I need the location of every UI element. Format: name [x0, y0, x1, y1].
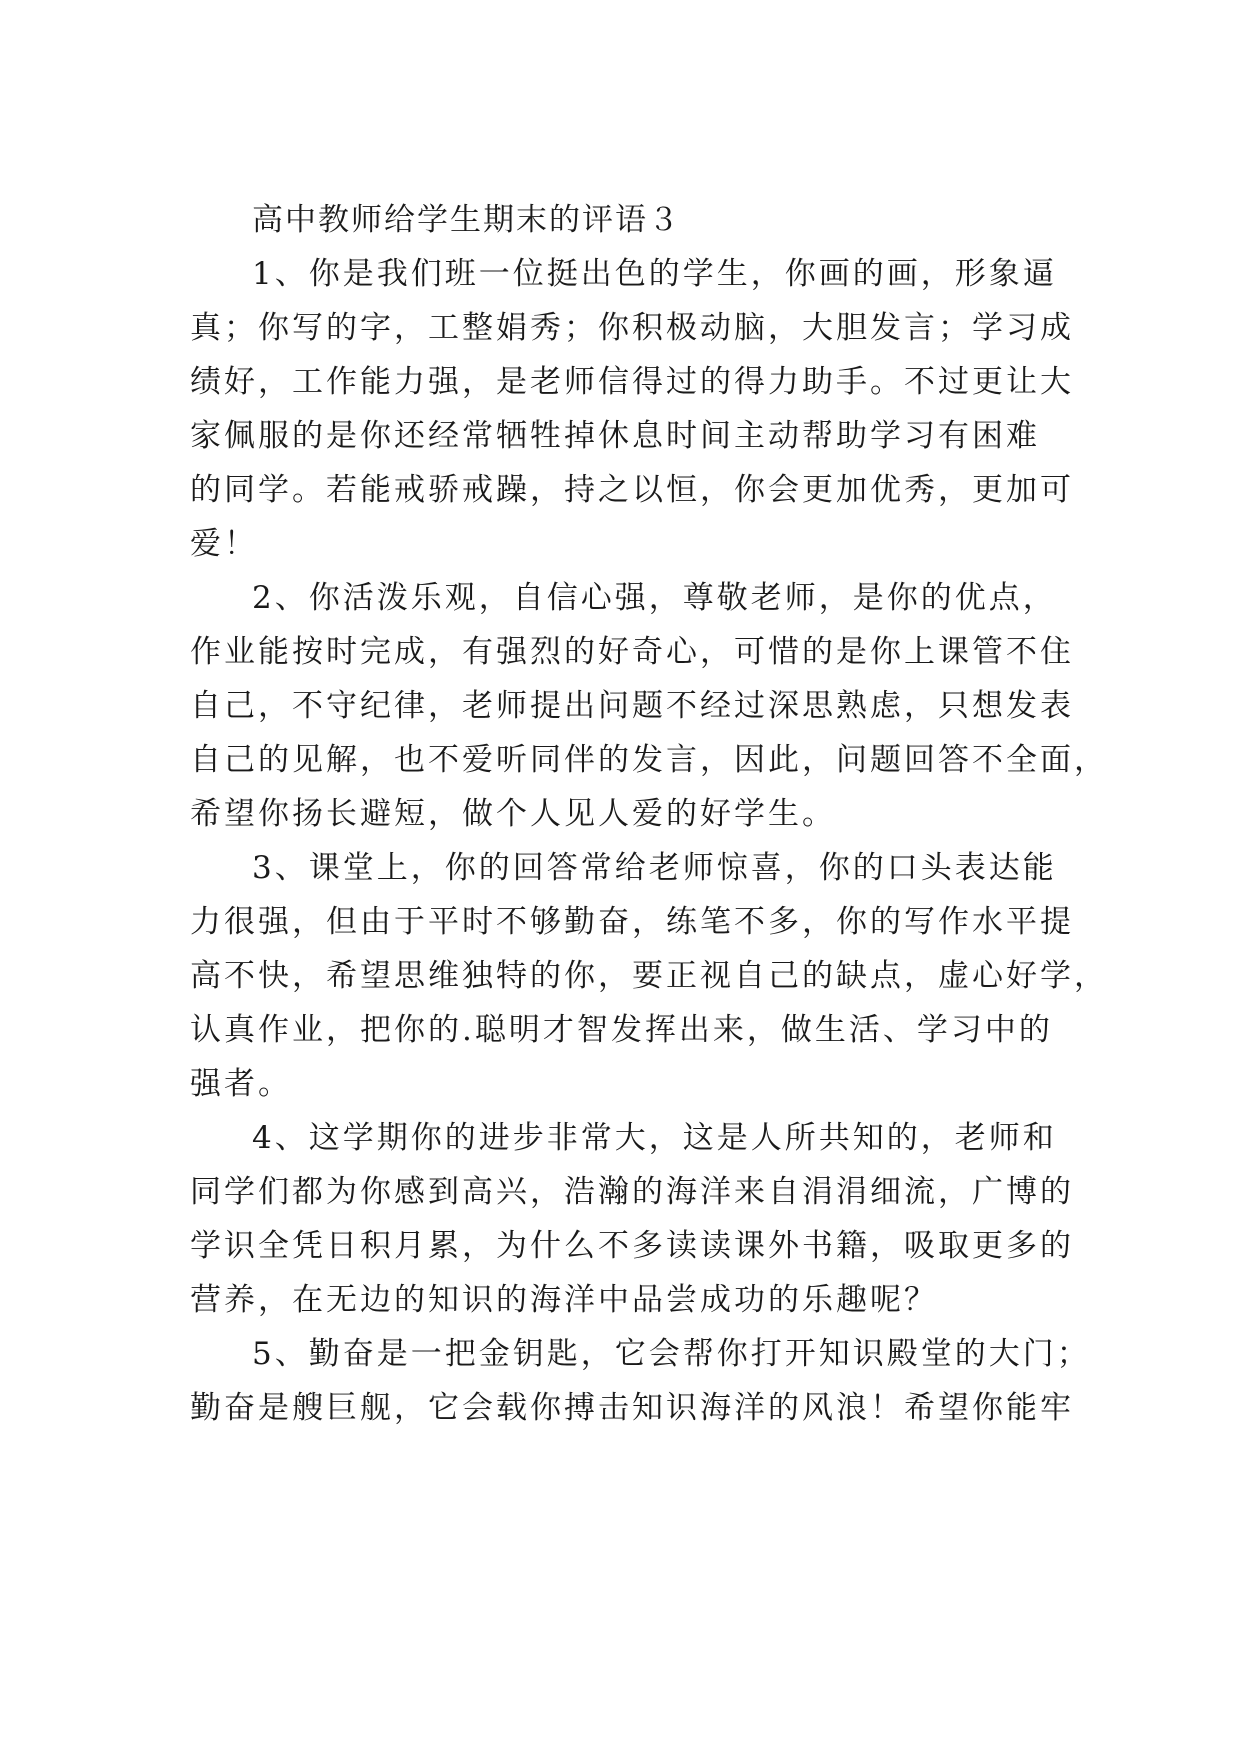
paragraph-2-line-2: 作业能按时完成，有强烈的好奇心，可惜的是你上课管不住	[190, 634, 1074, 670]
paragraph-1-line-1: 1、你是我们班一位挺出色的学生，你画的画，形象逼	[252, 256, 1057, 292]
paragraph-1-line-5: 的同学。若能戒骄戒躁，持之以恒，你会更加优秀，更加可	[190, 472, 1074, 508]
paragraph-4-line-4: 营养，在无边的知识的海洋中品尝成功的乐趣呢？	[190, 1282, 938, 1318]
paragraph-5-line-1: 5、勤奋是一把金钥匙，它会帮你打开知识殿堂的大门；	[252, 1336, 1091, 1372]
paragraph-4-line-3: 学识全凭日积月累，为什么不多读读课外书籍，吸取更多的	[190, 1228, 1074, 1264]
paragraph-4-line-1: 4、这学期你的进步非常大，这是人所共知的，老师和	[252, 1120, 1057, 1156]
paragraph-1-line-4: 家佩服的是你还经常牺牲掉休息时间主动帮助学习有困难	[190, 418, 1040, 454]
paragraph-2-line-1: 2、你活泼乐观，自信心强，尊敬老师，是你的优点，	[252, 580, 1057, 616]
paragraph-1-line-6: 爱！	[190, 526, 258, 562]
paragraph-5-line-2: 勤奋是艘巨舰，它会载你搏击知识海洋的风浪！希望你能牢	[190, 1390, 1074, 1426]
paragraph-1-line-2: 真；你写的字，工整娟秀；你积极动脑，大胆发言；学习成	[190, 310, 1074, 346]
paragraph-3-line-2: 力很强，但由于平时不够勤奋，练笔不多，你的写作水平提	[190, 904, 1074, 940]
paragraph-3-line-3: 高不快，希望思维独特的你，要正视自己的缺点，虚心好学，	[190, 958, 1108, 994]
paragraph-3-line-1: 3、课堂上，你的回答常给老师惊喜，你的口头表达能	[252, 850, 1057, 886]
paragraph-2-line-4: 自己的见解，也不爱听同伴的发言，因此，问题回答不全面，	[190, 742, 1108, 778]
document-title: 高中教师给学生期末的评语３	[252, 202, 681, 238]
paragraph-3-line-5: 强者。	[190, 1066, 292, 1102]
paragraph-2-line-3: 自己，不守纪律，老师提出问题不经过深思熟虑，只想发表	[190, 688, 1074, 724]
paragraph-3-line-4: 认真作业，把你的.聪明才智发挥出来，做生活、学习中的	[190, 1012, 1053, 1048]
paragraph-2-line-5: 希望你扬长避短，做个人见人爱的好学生。	[190, 796, 836, 832]
paragraph-4-line-2: 同学们都为你感到高兴，浩瀚的海洋来自涓涓细流，广博的	[190, 1174, 1074, 1210]
paragraph-1-line-3: 绩好，工作能力强，是老师信得过的得力助手。不过更让大	[190, 364, 1074, 400]
